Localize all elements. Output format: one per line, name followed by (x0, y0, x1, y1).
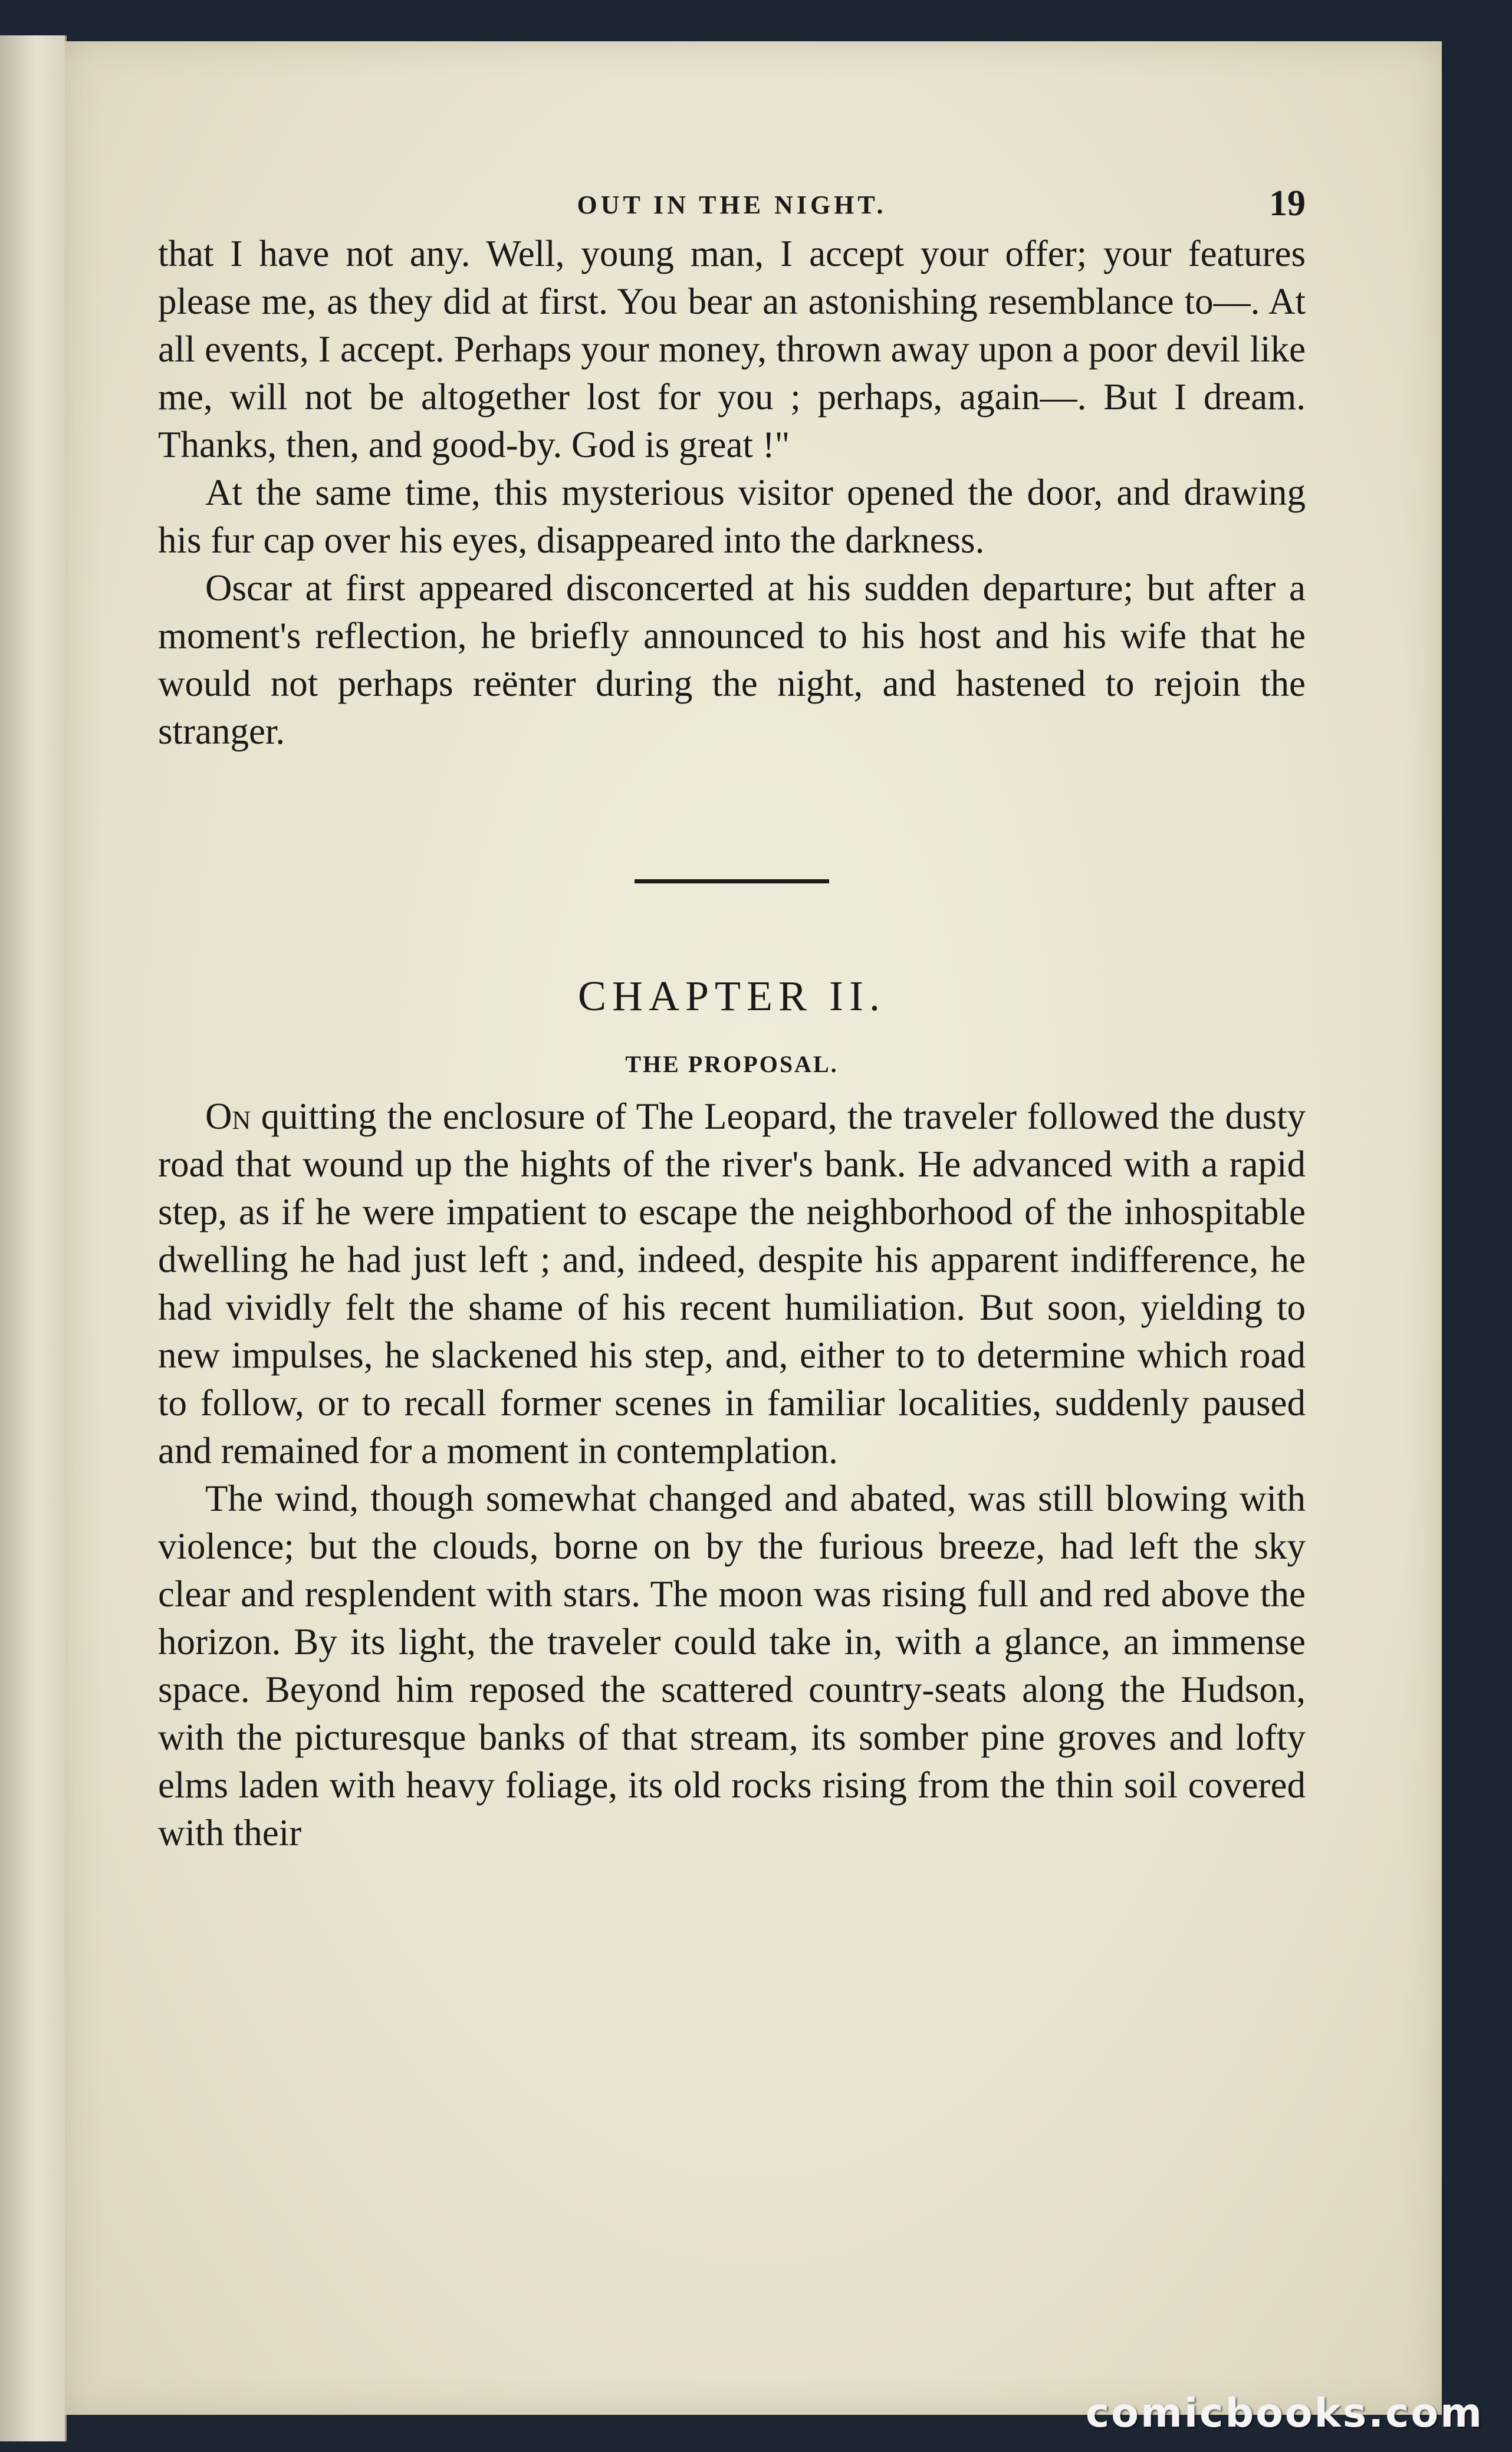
paragraph-wind: The wind, though somewhat changed and abated, was still blowing with violence; but the clouds, borne on by the furious breeze, had left the sky clear and resplendent with stars. The moon was rising full and red above the horizon. By its light, the traveler could take in, with a glance, an immense space. Beyond him reposed the scattered country-seats along the Hudson, with the picturesque banks of that stream, its somber pine groves and lofty elms laden with heavy foliage, its old rocks rising from the thin soil covered with their (158, 1478, 1306, 1853)
page-number: 19 (1269, 183, 1306, 223)
paragraph-visitor-departs: At the same time, this mysterious visitor opened the door, and drawing his fur cap over his eyes, disappeared into the darkness. (158, 472, 1306, 561)
paragraph-chapter-opening (158, 1093, 1306, 1475)
adjacent-page-edge (0, 35, 67, 2441)
chapter-subtitle: THE PROPOSAL. (625, 1051, 839, 1077)
book-page (65, 41, 1442, 2415)
chapter-first-word: On (205, 1096, 251, 1137)
chapter-heading: CHAPTER II. (578, 972, 886, 1020)
paragraph-continued: that I have not any. Well, young man, I accept your offer; your features please me, as they did at first. You bear an astonishing resemblance to—. At all events, I accept. Perhaps your money, thrown away upon a poor devil like me, will not be altogether lost for you ; perhaps, again—. But I dream. Thanks, then, and good-by. God is great !" (158, 233, 1306, 465)
page-content (158, 183, 1306, 1857)
paragraph-oscar: Oscar at first appeared disconcerted at his sudden departure; but after a moment's reflection, he briefly announced to his host and his wife that he would not perhaps reënter during the night, and hastened to rejoin the stranger. (158, 567, 1306, 752)
section-divider (635, 879, 829, 883)
chapter-first-paragraph-text: quitting the enclosure of The Leopard, the traveler followed the dusty road that wound up the hights of the river's bank. He advanced with a rapid step, as if he were impatient to escape the neighborhood of the inhospitable dwelling he had just left ; and, indeed, despite his apparent indifference, he had vividly felt the shame of his recent humiliation. But soon, yielding to new impulses, he slackened his step, and, either to to determine which road to follow, or to recall former scenes in familiar localities, suddenly paused and remained for a moment in contemplation. (158, 1096, 1306, 1471)
watermark-logo: comicbooks.com (1085, 2390, 1484, 2437)
running-title: OUT IN THE NIGHT. (577, 190, 887, 219)
running-head (158, 183, 1306, 230)
